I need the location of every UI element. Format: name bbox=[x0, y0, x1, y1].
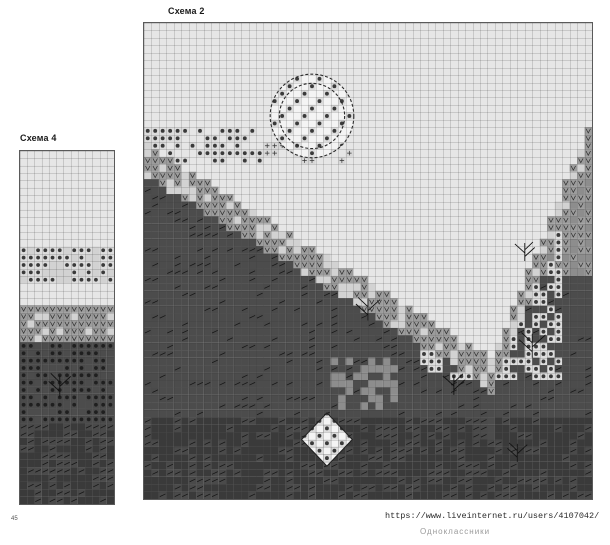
chart-4-grid[interactable] bbox=[19, 150, 115, 505]
chart-2-canvas bbox=[144, 23, 592, 499]
watermark-text: Одноклассники bbox=[420, 527, 491, 536]
chart-4-canvas bbox=[20, 151, 114, 504]
source-url[interactable]: https://www.liveinternet.ru/users/4107042/ bbox=[385, 511, 600, 521]
chart-2-grid[interactable] bbox=[143, 22, 593, 500]
chart-4-title: Схема 4 bbox=[20, 133, 57, 143]
chart-2-title: Схема 2 bbox=[168, 6, 205, 16]
page-number-label: 45 bbox=[11, 516, 18, 522]
